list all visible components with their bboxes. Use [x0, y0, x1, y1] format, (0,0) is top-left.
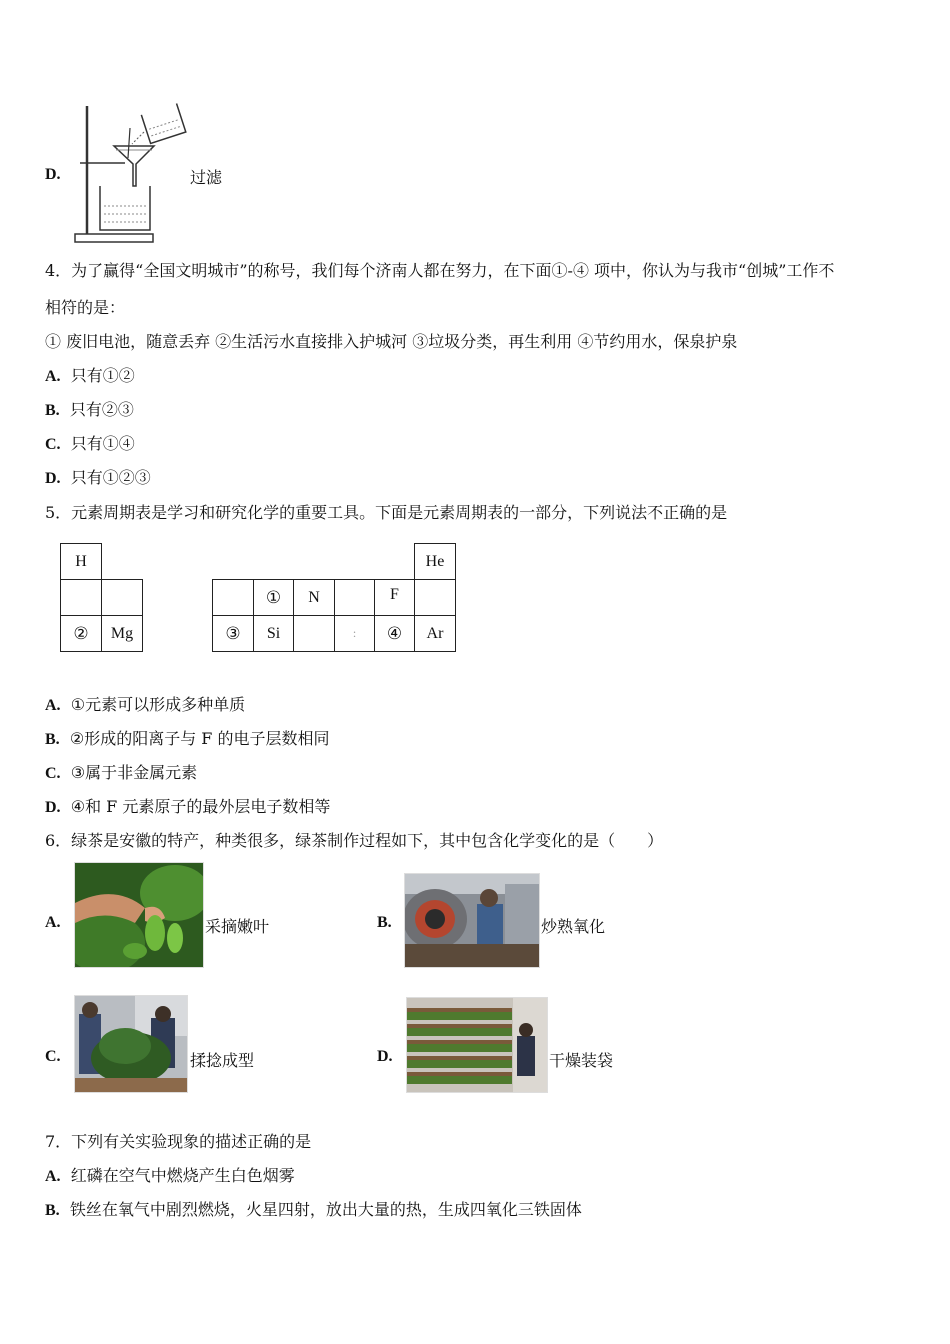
- cell-row3-g16: :: [334, 615, 375, 652]
- cell-marker-4: ④: [374, 615, 415, 652]
- cell-he: He: [414, 543, 456, 580]
- q4-option-d: [45, 468, 151, 489]
- q5-option-b: [45, 729, 329, 750]
- option-text: ③属于非金属元素: [70, 763, 198, 782]
- q3-caption: 过滤: [190, 168, 223, 187]
- option-text: 只有①②: [70, 366, 135, 385]
- option-label: B.: [45, 402, 60, 419]
- cell-n: N: [293, 579, 335, 616]
- option-label: A.: [45, 697, 61, 714]
- q5-option-c: [45, 763, 197, 784]
- q5-option-d: [45, 797, 330, 818]
- option-text: 红磷在空气中燃烧产生白色烟雾: [70, 1166, 295, 1185]
- q5-stem: 5．元素周期表是学习和研究化学的重要工具。下面是元素周期表的一部分，下列说法不正确的是: [45, 503, 728, 522]
- cell-marker-3: ③: [212, 615, 254, 652]
- q6-option-b-text: 炒熟氧化: [541, 917, 606, 936]
- option-text: 只有①②③: [70, 468, 151, 487]
- q6-option-a-text: 采摘嫩叶: [205, 917, 270, 936]
- cell-row2-g16: [334, 579, 375, 616]
- option-label: A.: [45, 1168, 61, 1185]
- cell-row2-g1: [60, 579, 102, 616]
- option-label: B.: [45, 1202, 60, 1219]
- filtration-apparatus-icon: [70, 98, 195, 248]
- cell-mg: Mg: [101, 615, 143, 652]
- q4-option-b: [45, 400, 134, 421]
- q4-option-a: [45, 366, 135, 387]
- q6-option-b-label: B.: [377, 914, 392, 931]
- tea-roasting-photo: [404, 873, 540, 968]
- option-label: D.: [45, 470, 61, 487]
- q4-statement: ① 废旧电池，随意丢弃 ②生活污水直接排入护城河 ③垃圾分类，再生利用 ④节约用水，保泉护泉: [45, 332, 738, 351]
- q6-option-a-label: A.: [45, 914, 61, 931]
- q6-option-c-label: C.: [45, 1048, 61, 1065]
- cell-f: F: [374, 579, 415, 616]
- tea-rolling-photo: [74, 995, 188, 1093]
- option-text: 只有②③: [69, 400, 134, 419]
- option-label: B.: [45, 731, 60, 748]
- cell-ar: Ar: [414, 615, 456, 652]
- periodic-table-fragment: [60, 543, 460, 653]
- option-text: ④和 F 元素原子的最外层电子数相等: [70, 797, 331, 816]
- q7-stem: 7．下列有关实验现象的描述正确的是: [45, 1132, 312, 1151]
- option-label: C.: [45, 436, 61, 453]
- cell-row2-g2: [101, 579, 143, 616]
- tea-drying-photo: [406, 997, 548, 1093]
- option-label: D.: [45, 799, 61, 816]
- option-text: 只有①④: [70, 434, 135, 453]
- q6-option-d-text: 干燥装袋: [549, 1051, 614, 1070]
- q4-option-c: [45, 434, 135, 455]
- option-label: C.: [45, 765, 61, 782]
- q6-option-d-label: D.: [377, 1048, 393, 1065]
- q5-option-a: [45, 695, 245, 716]
- cell-h: H: [60, 543, 102, 580]
- q7-option-a: [45, 1166, 295, 1187]
- q3-option-label: D.: [45, 166, 61, 183]
- cell-marker-2: ②: [60, 615, 102, 652]
- q4-stem-line2: 相符的是：: [45, 298, 126, 317]
- cell-row2-g18: [414, 579, 456, 616]
- option-text: ①元素可以形成多种单质: [70, 695, 246, 714]
- q7-option-b: [45, 1200, 582, 1221]
- cell-row2-g13: [212, 579, 254, 616]
- option-text: ②形成的阳离子与 F 的电子层数相同: [69, 729, 330, 748]
- q4-stem-line1: 4．为了赢得“全国文明城市”的称号，我们每个济南人都在努力，在下面①-④ 项中，你认为与我市“创城”工作不: [45, 261, 835, 280]
- cell-si: Si: [253, 615, 294, 652]
- q6-option-c-text: 揉捻成型: [190, 1051, 255, 1070]
- option-text: 铁丝在氧气中剧烈燃烧，火星四射，放出大量的热，生成四氧化三铁固体: [69, 1200, 582, 1219]
- q6-stem: 6．绿茶是安徽的特产，种类很多，绿茶制作过程如下，其中包含化学变化的是（ ）: [45, 831, 664, 850]
- cell-row3-g15: [293, 615, 335, 652]
- option-label: A.: [45, 368, 61, 385]
- tea-picking-photo: [74, 862, 204, 968]
- cell-marker-1: ①: [253, 579, 294, 616]
